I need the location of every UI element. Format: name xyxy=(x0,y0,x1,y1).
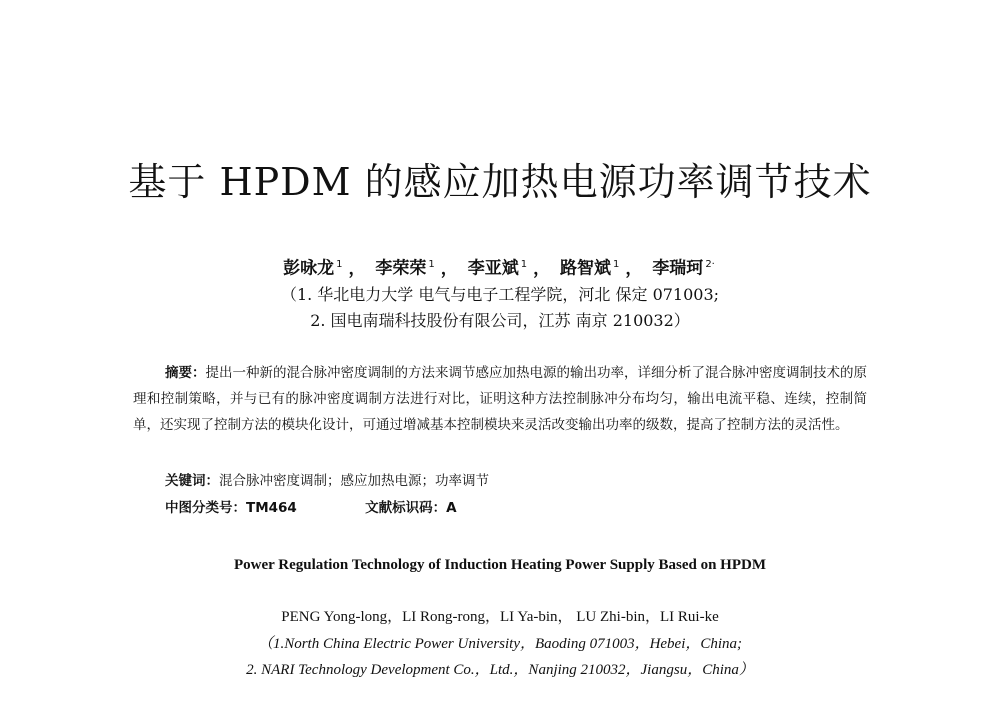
classification-label: 中图分类号： xyxy=(165,500,246,516)
author-affiliation-mark: 2· xyxy=(705,259,715,270)
classification-value: TM464 xyxy=(246,500,297,516)
author-list xyxy=(0,252,1000,282)
author-affiliation-mark: 1 xyxy=(428,259,435,270)
affiliation-line: （1. 华北电力大学 电气与电子工程学院，河北 保定 071003; xyxy=(280,285,720,304)
abstract-text: 提出一种新的混合脉冲密度调制的方法来调节感应加热电源的输出功率，详细分析了混合脉冲密度调制技术的原理和控制策略，并与已有的脉冲密度调制方法进行对比，证明这种方法控制脉冲分布均匀，输出电流平稳、连续，控制简单，还实现了控制方法的模块化设计，可通过增减基本控制模块来灵活改变输出功率的级数，提高了控制方法的灵活性。 xyxy=(133,365,867,433)
author-name: 彭咏龙 xyxy=(283,258,335,279)
english-title: Power Regulation Technology of Induction Heating Power Supply Based on HPDM xyxy=(233,557,766,573)
author-separator: ， xyxy=(625,258,643,279)
abstract-label: 摘要： xyxy=(165,365,206,381)
author-affiliation-mark: 1 xyxy=(336,259,343,270)
author-name: 李亚斌 xyxy=(467,258,519,279)
keywords-line xyxy=(165,469,489,493)
keywords-text: 混合脉冲密度调制；感应加热电源；功率调节 xyxy=(219,473,489,489)
keywords-label: 关键词： xyxy=(165,473,219,489)
author-name: 李荣荣 xyxy=(375,258,427,279)
author-separator: ， xyxy=(533,258,551,279)
classification-line xyxy=(165,496,457,520)
english-affiliation-line: （1.North China Electric Power University，Baoding 071003，Hebei，China; xyxy=(257,636,743,652)
document-id-value: A xyxy=(446,500,457,516)
author-separator: ， xyxy=(440,258,458,279)
author-affiliation-mark: 1 xyxy=(520,259,528,270)
author-name: 路智斌 xyxy=(560,258,612,279)
author-affiliation-mark: 1 xyxy=(613,259,620,270)
english-authors: PENG Yong-long，LI Rong-rong，LI Ya-bin， LU Zhi-bin，LI Rui-ke xyxy=(281,609,719,625)
affiliation-line: 2. 国电南瑞科技股份有限公司，江苏 南京 210032） xyxy=(310,311,690,330)
author-name: 李瑞珂 xyxy=(652,258,704,279)
english-affiliation-line: 2. NARI Technology Development Co.，Ltd.，Nanjing 210032，Jiangsu，China） xyxy=(246,662,754,678)
document-id-label: 文献标识码： xyxy=(365,500,447,516)
paper-title: 基于 HPDM 的感应加热电源功率调节技术 xyxy=(128,160,872,205)
author-separator: ， xyxy=(348,258,366,279)
abstract xyxy=(133,360,867,438)
